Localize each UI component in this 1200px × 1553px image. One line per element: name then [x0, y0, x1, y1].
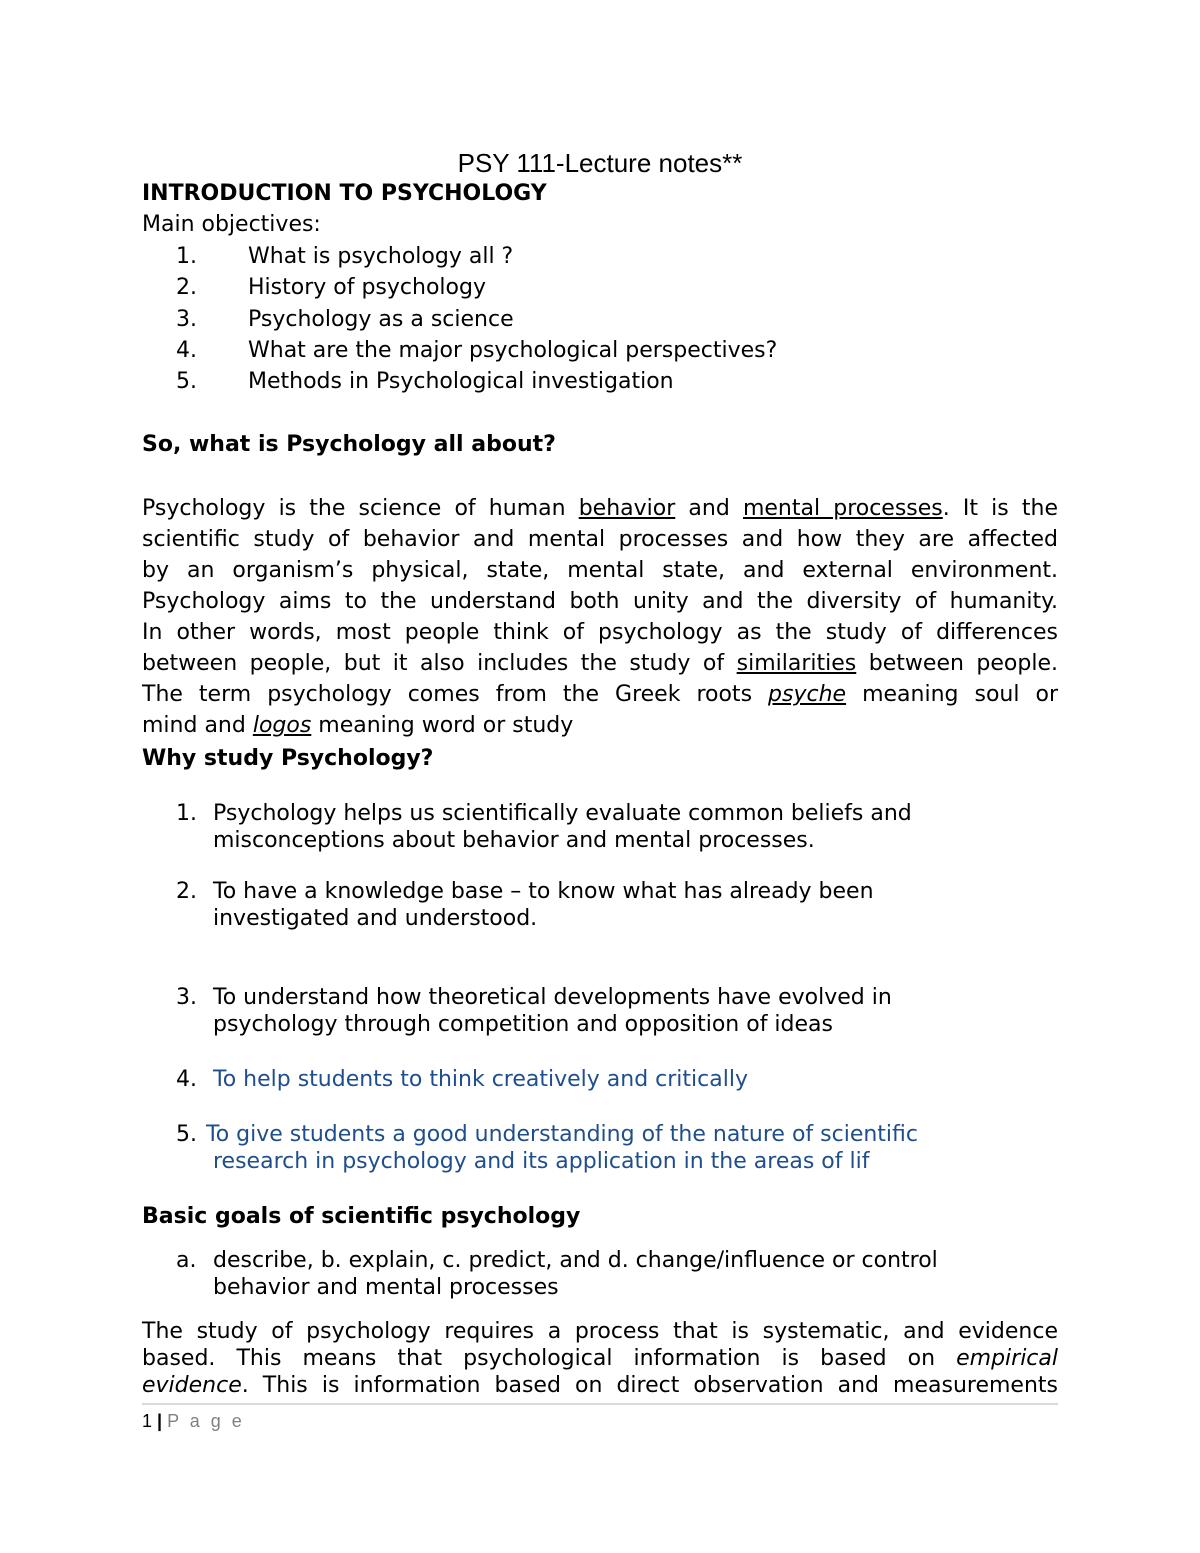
list-item-continuation: misconceptions about behavior and mental processes.	[213, 828, 815, 853]
list-item: To help students to think creatively and critically	[213, 1067, 748, 1092]
paragraph-line: In other words, most people think of psychology as the study of differences	[142, 620, 1058, 645]
list-number: a.	[176, 1248, 197, 1273]
list-number: 2.	[176, 879, 197, 904]
definition-paragraph	[142, 493, 1058, 741]
text-run: based. This means that psychological information is based on	[142, 1346, 957, 1371]
underlined-term: behavior	[578, 496, 676, 521]
section-heading-basic-goals: Basic goals of scientific psychology	[142, 1204, 581, 1229]
list-number: 1.	[176, 801, 197, 826]
italic-term: empirical	[956, 1346, 1058, 1371]
text-run: and	[675, 496, 743, 521]
underlined-term: mental processes	[742, 496, 943, 521]
paragraph-line	[142, 710, 1058, 741]
list-item: Psychology as a science	[248, 307, 514, 332]
page-label: P a g e	[167, 1411, 245, 1431]
text-run: mind and	[142, 713, 253, 738]
list-item: Methods in Psychological investigation	[248, 369, 674, 394]
list-number: 3.	[176, 307, 197, 332]
list-number: 4.	[176, 1067, 197, 1092]
list-item-continuation: research in psychology and its application in the areas of lif	[213, 1149, 870, 1174]
document-title: PSY 111-Lecture notes**	[457, 148, 743, 178]
text-run: meaning word or study	[311, 713, 574, 738]
list-item-continuation: psychology through competition and opposition of ideas	[213, 1012, 833, 1037]
paragraph-line	[142, 493, 1058, 524]
paragraph-line: scientific study of behavior and mental processes and how they are affected	[142, 527, 1058, 552]
page-number: 1	[142, 1411, 153, 1431]
paragraph-line	[142, 1372, 1058, 1399]
text-run: between people, but it also includes the study of	[142, 651, 737, 676]
list-item: To have a knowledge base – to know what has already been	[213, 879, 874, 904]
list-item: To understand how theoretical developments have evolved in	[213, 985, 892, 1010]
goals-item-continuation: behavior and mental processes	[213, 1275, 559, 1300]
list-item: Psychology helps us scientifically evaluate common beliefs and	[213, 801, 912, 826]
list-item: What is psychology all ?	[248, 244, 514, 269]
list-number: 5.	[176, 369, 197, 394]
footer-divider	[142, 1403, 1058, 1405]
paragraph-line	[142, 648, 1058, 679]
list-number: 2.	[176, 275, 197, 300]
section-heading-why-study: Why study Psychology?	[142, 746, 434, 771]
text-run: meaning soul or	[846, 682, 1059, 707]
paragraph-line: by an organism’s physical, state, mental state, and external environment.	[142, 558, 1058, 583]
footer-separator: |	[157, 1411, 163, 1431]
section-heading-what-is: So, what is Psychology all about?	[142, 432, 556, 457]
main-heading: INTRODUCTION TO PSYCHOLOGY	[142, 181, 547, 206]
underlined-term: logos	[252, 713, 312, 738]
text-run: between people.	[856, 651, 1059, 676]
paragraph-line	[142, 1345, 1058, 1372]
list-item: What are the major psychological perspectives?	[248, 338, 778, 363]
goals-item: describe, b. explain, c. predict, and d. change/influence or control	[213, 1248, 938, 1273]
paragraph-line: Psychology aims to the understand both unity and the diversity of humanity.	[142, 589, 1058, 614]
page-footer	[142, 1411, 245, 1432]
paragraph-line	[142, 679, 1058, 710]
list-item-continuation: investigated and understood.	[213, 906, 538, 931]
list-item: History of psychology	[248, 275, 486, 300]
italic-term: evidence	[142, 1373, 242, 1398]
list-item: To give students a good understanding of the nature of scientific	[206, 1122, 918, 1147]
text-run: . It is the	[942, 496, 1058, 521]
list-number: 1.	[176, 244, 197, 269]
text-run: . This is information based on direct observation and measurements	[241, 1373, 1058, 1398]
list-number: 5.	[176, 1122, 197, 1147]
paragraph-line: The study of psychology requires a process that is systematic, and evidence	[142, 1319, 1058, 1344]
list-number: 4.	[176, 338, 197, 363]
text-run: Psychology is the science of human	[142, 496, 579, 521]
objectives-label: Main objectives:	[142, 212, 321, 237]
underlined-term: similarities	[736, 651, 857, 676]
underlined-term: psyche	[768, 682, 847, 707]
text-run: The term psychology comes from the Greek roots	[142, 682, 769, 707]
evidence-paragraph	[142, 1318, 1058, 1399]
list-number: 3.	[176, 985, 197, 1010]
